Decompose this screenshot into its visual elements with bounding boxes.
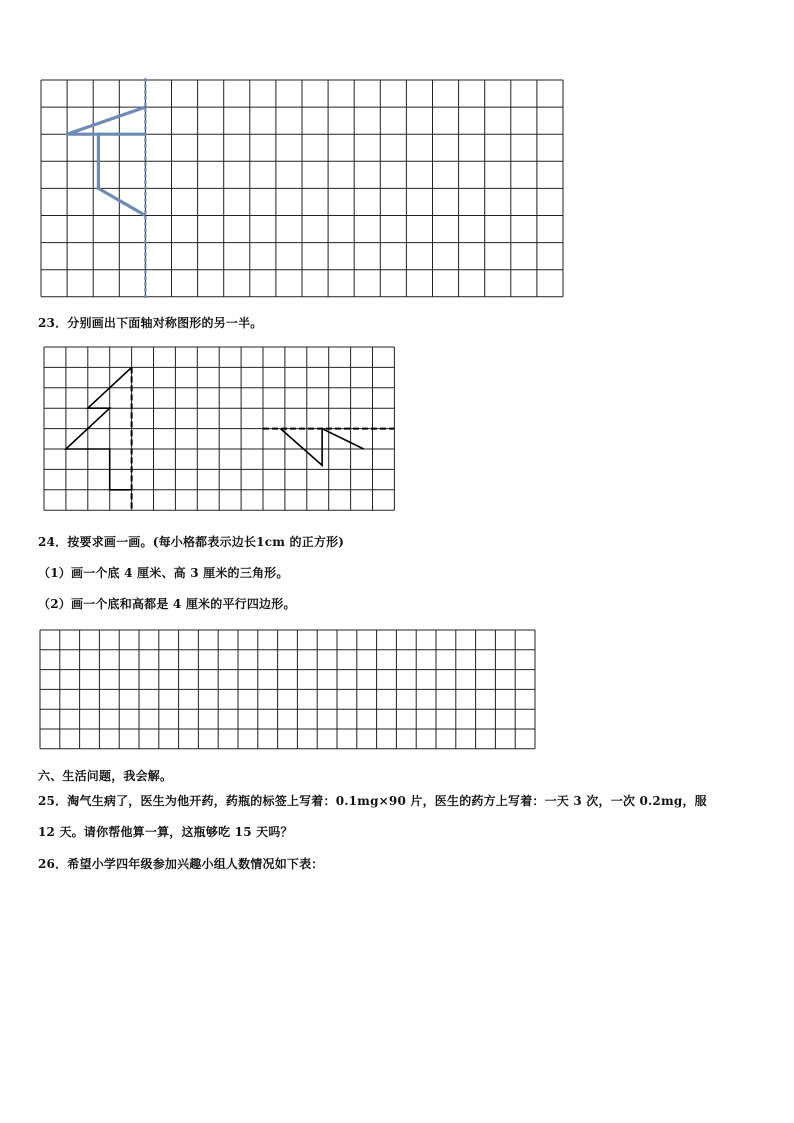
- question-23-text: 23．分别画出下面轴对称图形的另一半。: [38, 316, 263, 330]
- grid-lines: [40, 630, 535, 749]
- question-26-text: 26．希望小学四年级参加兴趣小组人数情况如下表：: [38, 857, 324, 871]
- question-24-sub2: （2）画一个底和高都是 4 厘米的平行四边形。: [38, 597, 296, 611]
- section-6-title: 六、生活问题，我会解。: [38, 769, 173, 783]
- question-25-line1: 25．淘气生病了，医生为他开药，药瓶的标签上写着：0.1mg×90 片，医生的药方上写着：一天 3 次，一次 0.2mg，服: [38, 794, 707, 808]
- question-24-text: 24．按要求画一画。(每小格都表示边长1cm 的正方形): [38, 535, 345, 549]
- question-24-sub1: （1）画一个底 4 厘米、高 3 厘米的三角形。: [38, 566, 289, 580]
- question-25-line2: 12 天。请你帮他算一算，这瓶够吃 15 天吗？: [38, 825, 293, 839]
